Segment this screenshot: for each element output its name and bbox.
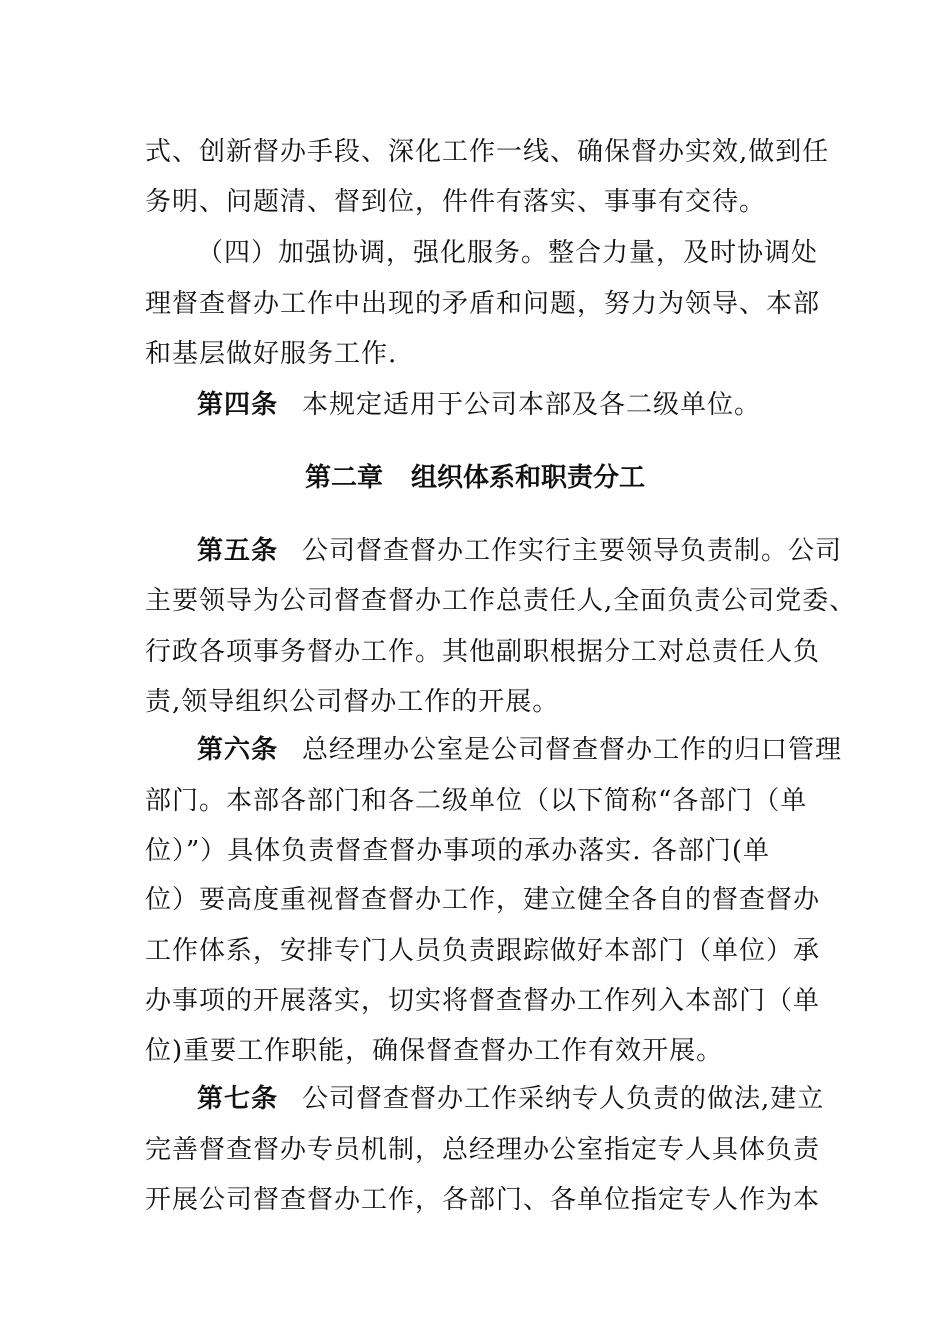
article-label: 第四条 <box>197 390 279 420</box>
article-text: 本规定适用于公司本部及各二级单位。 <box>302 390 762 420</box>
paragraph-line: 完善督查督办专员机制，总经理办公室指定专人具体负责 <box>145 1135 821 1165</box>
chapter-heading <box>0 461 950 495</box>
paragraph-line: （四）加强协调，强化服务。整合力量，及时协调处 <box>197 238 819 268</box>
paragraph-line: 式、创新督办手段、深化工作一线、确保督办实效,做到任 <box>145 137 830 167</box>
chapter-title: 组织体系和职责分工 <box>411 463 646 493</box>
paragraph-line: 务明、问题清、督到位，件件有落实、事事有交待。 <box>145 187 767 217</box>
article-label: 第七条 <box>197 1084 279 1114</box>
paragraph-line: 位）要高度重视督查督办工作，建立健全各自的督查督办 <box>145 885 821 915</box>
article-5 <box>197 534 842 568</box>
paragraph-line: 部门。本部各部门和各二级单位（以下简称“各部门（单 <box>145 786 808 816</box>
article-text: 总经理办公室是公司督查督办工作的归口管理 <box>302 735 843 765</box>
paragraph-line: 行政各项事务督办工作。其他副职根据分工对总责任人负 <box>145 637 821 667</box>
paragraph-line: 工作体系，安排专门人员负责跟踪做好本部门（单位）承 <box>145 936 821 966</box>
article-text: 公司督查督办工作实行主要领导负责制。公司 <box>302 536 843 566</box>
chapter-number: 第二章 <box>304 463 383 493</box>
paragraph-line: 办事项的开展落实，切实将督查督办工作列入本部门（单 <box>145 986 821 1016</box>
paragraph-line: 位)重要工作职能，确保督查督办工作有效开展。 <box>145 1036 724 1066</box>
article-text: 公司督查督办工作采纳专人负责的做法,建立 <box>302 1084 825 1114</box>
paragraph-line: 理督查督办工作中出现的矛盾和问题，努力为领导、本部 <box>145 289 821 319</box>
article-label: 第五条 <box>197 536 279 566</box>
paragraph-line: 主要领导为公司督查督办工作总责任人,全面负责公司党委、 <box>145 586 857 616</box>
article-label: 第六条 <box>197 735 279 765</box>
paragraph-line: 和基层做好服务工作. <box>145 339 398 369</box>
paragraph-line: 责,领导组织公司督办工作的开展。 <box>145 687 560 717</box>
paragraph-line: 开展公司督查督办工作，各部门、各单位指定专人作为本 <box>145 1185 821 1215</box>
article-7 <box>197 1082 824 1116</box>
article-6 <box>197 733 842 767</box>
paragraph-line: 位）”）具体负责督查督办事项的承办落实. 各部门(单 <box>145 836 770 866</box>
article-4 <box>197 388 761 422</box>
